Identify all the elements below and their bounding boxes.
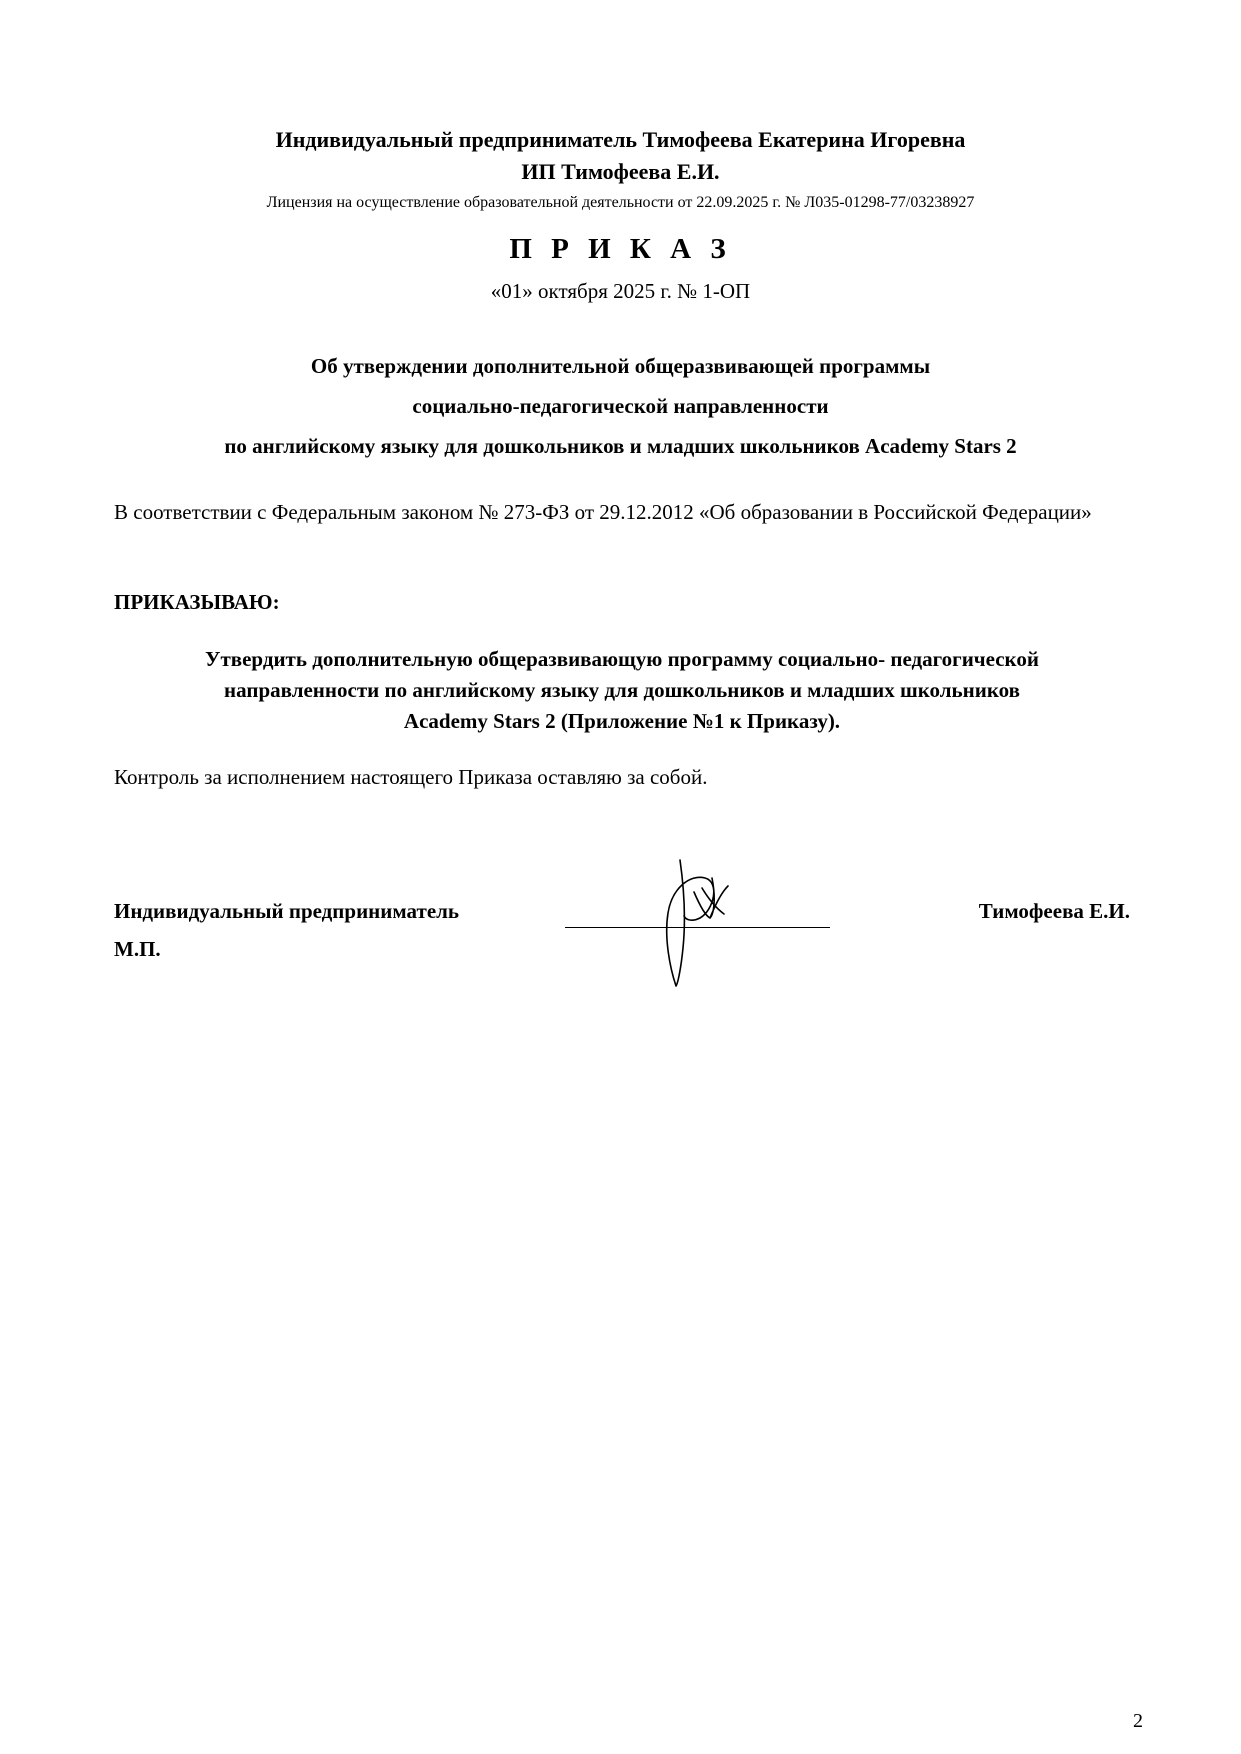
signatory-name: Тимофеева Е.И. [978,899,1130,923]
page-number: 2 [1133,1710,1143,1732]
decision-line-2: направленности по английскому языку для дошкольников и младших школьников [224,678,1020,702]
organization-name: Индивидуальный предприниматель Тимофеева Екатерина Игоревна [275,127,966,152]
document-title: П Р И К А З [509,233,732,265]
subject-line-2: социально-педагогической направленности [412,394,829,418]
handwritten-signature [650,858,750,988]
order-heading: ПРИКАЗЫВАЮ: [114,590,280,614]
decision-paragraph [114,644,1130,737]
decision-line-1: Утвердить дополнительную общеразвивающую программу социально- педагогической [205,647,1039,671]
legal-basis-paragraph: В соответствии с Федеральным законом № 273-ФЗ от 29.12.2012 «Об образовании в Российской Федерации» [114,500,1092,524]
decision-line-3: Academy Stars 2 (Приложение №1 к Приказу). [403,709,841,733]
order-date-number: «01» октября 2025 г. № 1-ОП [490,279,751,303]
signatory-position: Индивидуальный предприниматель [114,899,460,923]
organization-short-name: ИП Тимофеева Е.И. [521,159,720,184]
subject-line-3: по английскому языку для дошкольников и младших школьников Academy Stars 2 [224,434,1017,458]
stamp-placeholder: М.П. [114,937,161,961]
control-paragraph: Контроль за исполнением настоящего Приказа оставляю за собой. [114,765,708,789]
subject-line-1: Об утверждении дополнительной общеразвивающей программы [310,354,931,378]
license-info: Лицензия на осуществление образовательной деятельности от 22.09.2025 г. № Л035-01298-77/03238927 [266,194,975,211]
